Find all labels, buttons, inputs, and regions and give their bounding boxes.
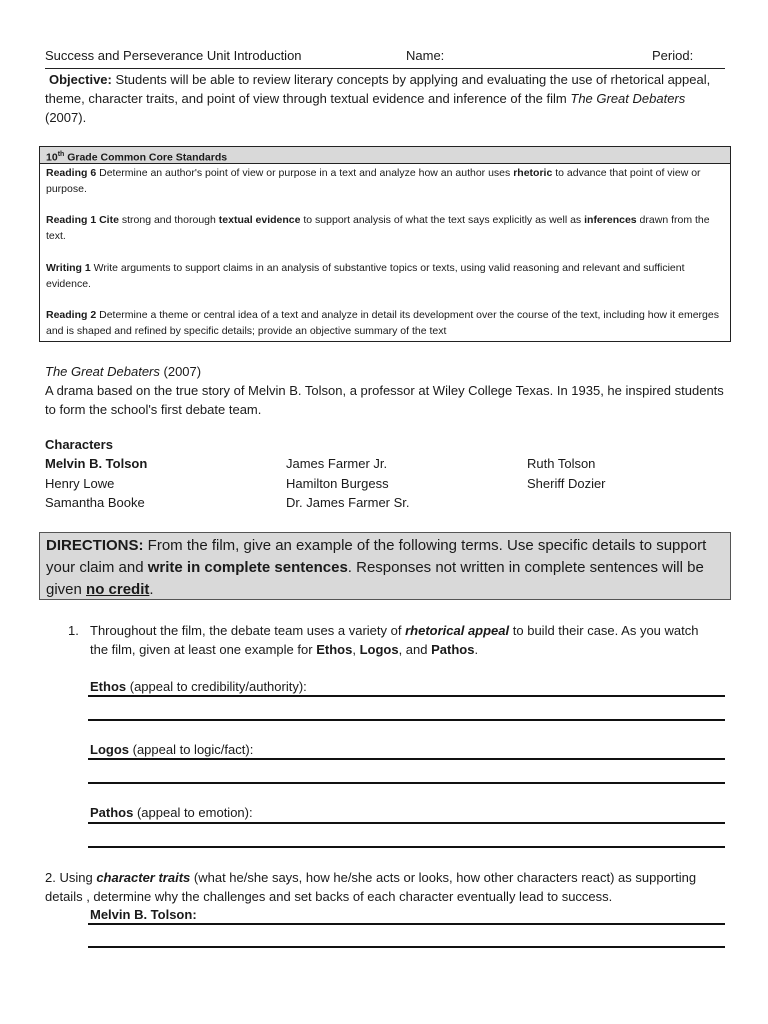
question-2 [45, 868, 725, 906]
character-name: Ruth Tolson [527, 456, 596, 471]
directions-emphasis: write in complete sentences [147, 559, 348, 576]
question-1-text [90, 621, 720, 659]
term-logos: Logos [359, 642, 399, 657]
film-description [45, 362, 725, 419]
tolson-answer-line-1[interactable] [88, 923, 725, 925]
question-text: to build their case. As you watch the film, given at least one example for [90, 623, 699, 657]
standard-text: drawn from the text. [46, 214, 710, 242]
standard-text: Determine an author's point of view or purpose in a text and analyze how an author uses [99, 167, 514, 179]
period-label: Period: [652, 48, 694, 63]
question-text: 2. Using [45, 870, 93, 885]
answer-desc: (appeal to credibility/authority): [129, 679, 307, 694]
standard-text: strong and thorough [118, 214, 219, 226]
logos-answer-line-1[interactable] [88, 758, 725, 760]
standards-grade: 10 [46, 151, 58, 164]
standards-heading-text: Grade Common Core Standards [67, 151, 228, 164]
standard-label: Reading 2 [46, 309, 97, 321]
tolson-answer-line-2[interactable] [88, 946, 725, 948]
directions-label: DIRECTIONS: [46, 537, 144, 554]
character-name: Dr. James Farmer Sr. [286, 495, 410, 510]
pathos-answer-label [90, 805, 253, 820]
character-name: James Farmer Jr. [286, 456, 388, 471]
standard-label: Reading 6 [46, 167, 97, 179]
standard-keyword: textual evidence [218, 214, 301, 226]
term-ethos: Ethos [316, 642, 353, 657]
objective-year: (2007). [45, 110, 87, 125]
separator: , and [398, 642, 428, 657]
standard-text: to advance that point of view or purpose. [46, 167, 701, 195]
standards-heading [40, 147, 730, 164]
standard-reading-2 [46, 308, 722, 339]
separator: . [474, 642, 479, 657]
standard-reading-1 [46, 213, 722, 244]
logos-answer-line-2[interactable] [88, 782, 725, 784]
standard-label: Reading 1 Cite [46, 214, 119, 226]
standard-writing-1 [46, 261, 722, 292]
pathos-answer-line-2[interactable] [88, 846, 725, 848]
answer-term: Ethos [90, 679, 127, 694]
character-name: Henry Lowe [45, 476, 115, 491]
question-number: 1. [68, 623, 79, 638]
standard-label: Writing 1 [46, 262, 91, 274]
film-summary: A drama based on the true story of Melvin B. Tolson, a professor at Wiley College Texas. In 1935, he inspired students to form the school's first debate team. [45, 383, 724, 417]
standards-grade-sup: th [57, 151, 65, 158]
objective-text: Students will be able to review literary concepts by applying and evaluating the use of rhetorical appeal, theme, character traits, and point of view through textual evidence and inference of the film [45, 72, 711, 106]
name-label: Name: [406, 48, 445, 63]
characters-heading: Characters [45, 437, 113, 452]
pathos-answer-line-1[interactable] [88, 822, 725, 824]
ethos-answer-line-2[interactable] [88, 719, 725, 721]
header-row [45, 46, 725, 69]
answer-desc: (appeal to emotion): [136, 805, 253, 820]
character-name: Sheriff Dozier [527, 476, 606, 491]
answer-desc: (appeal to logic/fact): [132, 742, 254, 757]
ethos-answer-line-1[interactable] [88, 695, 725, 697]
answer-term: Pathos [90, 805, 134, 820]
logos-answer-label [90, 742, 253, 757]
standard-text: Write arguments to support claims in an analysis of substantive topics or texts, using valid reasoning and relevant and sufficient evidence. [46, 262, 685, 290]
unit-title: Success and Perseverance Unit Introduction [45, 48, 302, 63]
standard-keyword: rhetoric [513, 167, 553, 179]
question-term: character traits [96, 870, 191, 885]
objective [45, 70, 725, 127]
film-year: (2007) [163, 364, 202, 379]
standard-keyword: inferences [584, 214, 637, 226]
directions-box [39, 532, 731, 600]
separator: , [352, 642, 356, 657]
question-text: Throughout the film, the debate team uses a variety of [90, 623, 402, 638]
character-name: Samantha Booke [45, 495, 145, 510]
directions-end: . [149, 581, 154, 598]
film-title: The Great Debaters [45, 364, 160, 379]
term-pathos: Pathos [431, 642, 475, 657]
directions-no-credit: no credit [86, 581, 150, 598]
ethos-answer-label [90, 679, 307, 694]
standard-reading-6 [46, 166, 722, 197]
directions-text: From the film, give an example of the following terms. Use specific details to support your claim and [46, 537, 707, 576]
standards-box [39, 146, 731, 342]
character-name: Melvin B. Tolson [45, 456, 148, 471]
standard-text: Determine a theme or central idea of a text and analyze in detail its development over the course of the text, including how it emerges and is shaped and refined by specific details; provide an objective summary of the text [46, 309, 719, 337]
character-name: Hamilton Burgess [286, 476, 389, 491]
tolson-answer-label: Melvin B. Tolson: [90, 907, 197, 922]
question-text: (what he/she says, how he/she acts or looks, how other characters react) as supporting details , determine why the challenges and set backs of each character eventually lead to success. [45, 870, 697, 904]
directions-text: . Responses not written in complete sentences will be given [46, 559, 704, 598]
standard-text: to support analysis of what the text says explicitly as well as [300, 214, 585, 226]
objective-label: Objective: [49, 72, 112, 87]
question-term: rhetorical appeal [405, 623, 510, 638]
answer-term: Logos [90, 742, 129, 757]
objective-film-title: The Great Debaters [570, 91, 686, 106]
